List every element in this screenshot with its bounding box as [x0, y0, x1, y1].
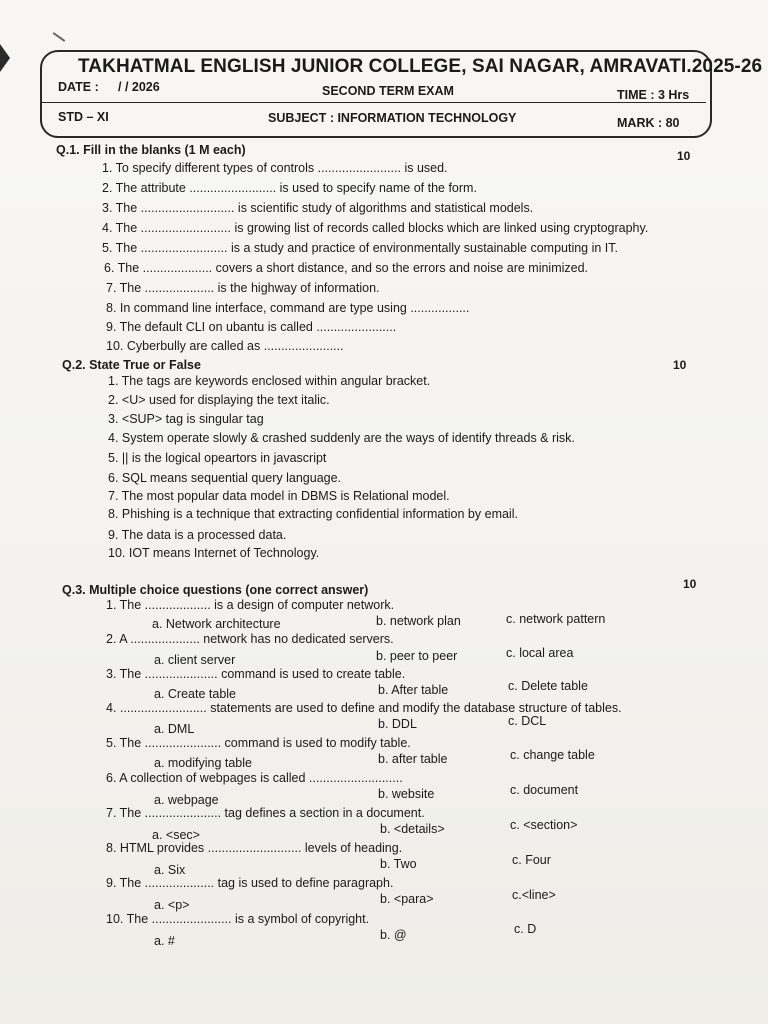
q2-item: 8. Phishing is a technique that extracting confidential information by email. [108, 507, 518, 521]
q1-item: 1. To specify different types of controls ........................ is used. [102, 161, 448, 175]
q3-option-b: b. Two [380, 857, 417, 871]
q3-option-b: b. after table [378, 752, 448, 766]
q1-item: 8. In command line interface, command are type using ................. [106, 301, 470, 315]
q1-item: 3. The ........................... is scientific study of algorithms and statistical models. [102, 201, 534, 215]
date-value: / / 2026 [118, 80, 160, 94]
q2-item: 6. SQL means sequential query language. [108, 471, 342, 485]
q3-option-c: c. DCL [508, 714, 547, 728]
q3-option-b: b. peer to peer [376, 649, 458, 663]
q3-question: 5. The ...................... command is used to modify table. [106, 736, 411, 750]
q3-question: 10. The ....................... is a symbol of copyright. [106, 912, 370, 926]
q3-question: 2. A .................... network has no dedicated servers. [106, 632, 394, 646]
q3-option-b: b. DDL [378, 717, 417, 731]
q1-item: 5. The ......................... is a study and practice of environmentally sustainable computing in IT. [102, 241, 618, 255]
total-marks: MARK : 80 [617, 116, 680, 130]
q2-marks: 10 [673, 358, 687, 372]
q3-option-b: b. <details> [380, 822, 445, 836]
q3-option-a: a. <sec> [152, 828, 200, 842]
q3-option-a: a. Network architecture [152, 617, 281, 631]
q3-question: 6. A collection of webpages is called ........................... [106, 771, 403, 785]
exam-time: TIME : 3 Hrs [617, 88, 690, 102]
q2-item: 5. || is the logical opeartors in javascript [108, 451, 327, 465]
q3-marks: 10 [683, 577, 697, 591]
q3-option-c: c. change table [510, 748, 595, 762]
q3-option-b: b. @ [380, 928, 407, 942]
q3-option-c: c. Delete table [508, 679, 588, 693]
q3-option-a: a. webpage [154, 793, 219, 807]
q3-option-c: c. network pattern [506, 612, 606, 626]
q3-question: 9. The .................... tag is used to define paragraph. [106, 876, 394, 890]
q2-item: 2. <U> used for displaying the text italic. [108, 393, 330, 407]
q3-option-a: a. DML [154, 722, 195, 736]
q3-option-c: c. document [510, 783, 579, 797]
q3-question: 4. ......................... statements are used to define and modify the database structure of tables. [106, 701, 622, 715]
q2-item: 10. IOT means Internet of Technology. [108, 546, 320, 560]
q3-option-c: c. Four [512, 853, 551, 867]
header-divider [42, 102, 706, 103]
q1-item: 7. The .................... is the highway of information. [106, 281, 380, 295]
q2-item: 4. System operate slowly & crashed suddenly are the ways of identify threads & risk. [108, 431, 575, 445]
q3-option-a: a. modifying table [154, 756, 252, 770]
pen-tick-mark [53, 32, 66, 42]
q3-option-a: a. Six [154, 863, 186, 877]
binder-clip-mark [0, 44, 10, 72]
q3-option-c: c. local area [506, 646, 574, 660]
q3-option-c: c. <section> [510, 818, 578, 832]
q2-item: 7. The most popular data model in DBMS is Relational model. [108, 489, 450, 503]
q3-option-a: a. client server [154, 653, 236, 667]
q2-title: Q.2. State True or False [62, 358, 201, 372]
q3-option-a: a. # [154, 934, 175, 948]
q3-option-c: c. D [514, 922, 537, 936]
date-label: DATE : [58, 80, 99, 94]
q2-item: 3. <SUP> tag is singular tag [108, 412, 264, 426]
q3-question: 3. The ..................... command is used to create table. [106, 667, 406, 681]
q3-title: Q.3. Multiple choice questions (one correct answer) [62, 583, 369, 597]
standard: STD – XI [58, 110, 109, 124]
exam-title: SECOND TERM EXAM [322, 84, 454, 98]
q1-item: 9. The default CLI on ubantu is called ....................... [106, 320, 397, 334]
q3-question: 1. The ................... is a design of computer network. [106, 598, 395, 612]
q1-item: 2. The attribute ......................... is used to specify name of the form. [102, 181, 477, 195]
college-name: TAKHATMAL ENGLISH JUNIOR COLLEGE, SAI NAGAR, AMRAVATI.2025-26 [78, 56, 763, 77]
q2-item: 1. The tags are keywords enclosed within angular bracket. [108, 374, 431, 388]
q1-item: 4. The .......................... is growing list of records called blocks which are linked using cryptography. [102, 221, 649, 235]
q3-option-b: b. website [378, 787, 435, 801]
q3-question: 7. The ...................... tag defines a section in a document. [106, 806, 425, 820]
q1-marks: 10 [677, 149, 691, 163]
q3-option-b: b. <para> [380, 892, 434, 906]
q3-question: 8. HTML provides ........................... levels of heading. [106, 841, 403, 855]
q3-option-b: b. After table [378, 683, 449, 697]
q1-title: Q.1. Fill in the blanks (1 M each) [56, 143, 246, 157]
q2-item: 9. The data is a processed data. [108, 528, 287, 542]
q3-option-b: b. network plan [376, 614, 461, 628]
q3-option-a: a. Create table [154, 687, 236, 701]
q3-option-a: a. <p> [154, 898, 190, 912]
q1-item: 10. Cyberbully are called as ....................... [106, 339, 344, 353]
subject: SUBJECT : INFORMATION TECHNOLOGY [268, 111, 517, 125]
q3-option-c: c.<line> [512, 888, 556, 902]
q1-item: 6. The .................... covers a short distance, and so the errors and noise are minimized. [104, 261, 589, 275]
